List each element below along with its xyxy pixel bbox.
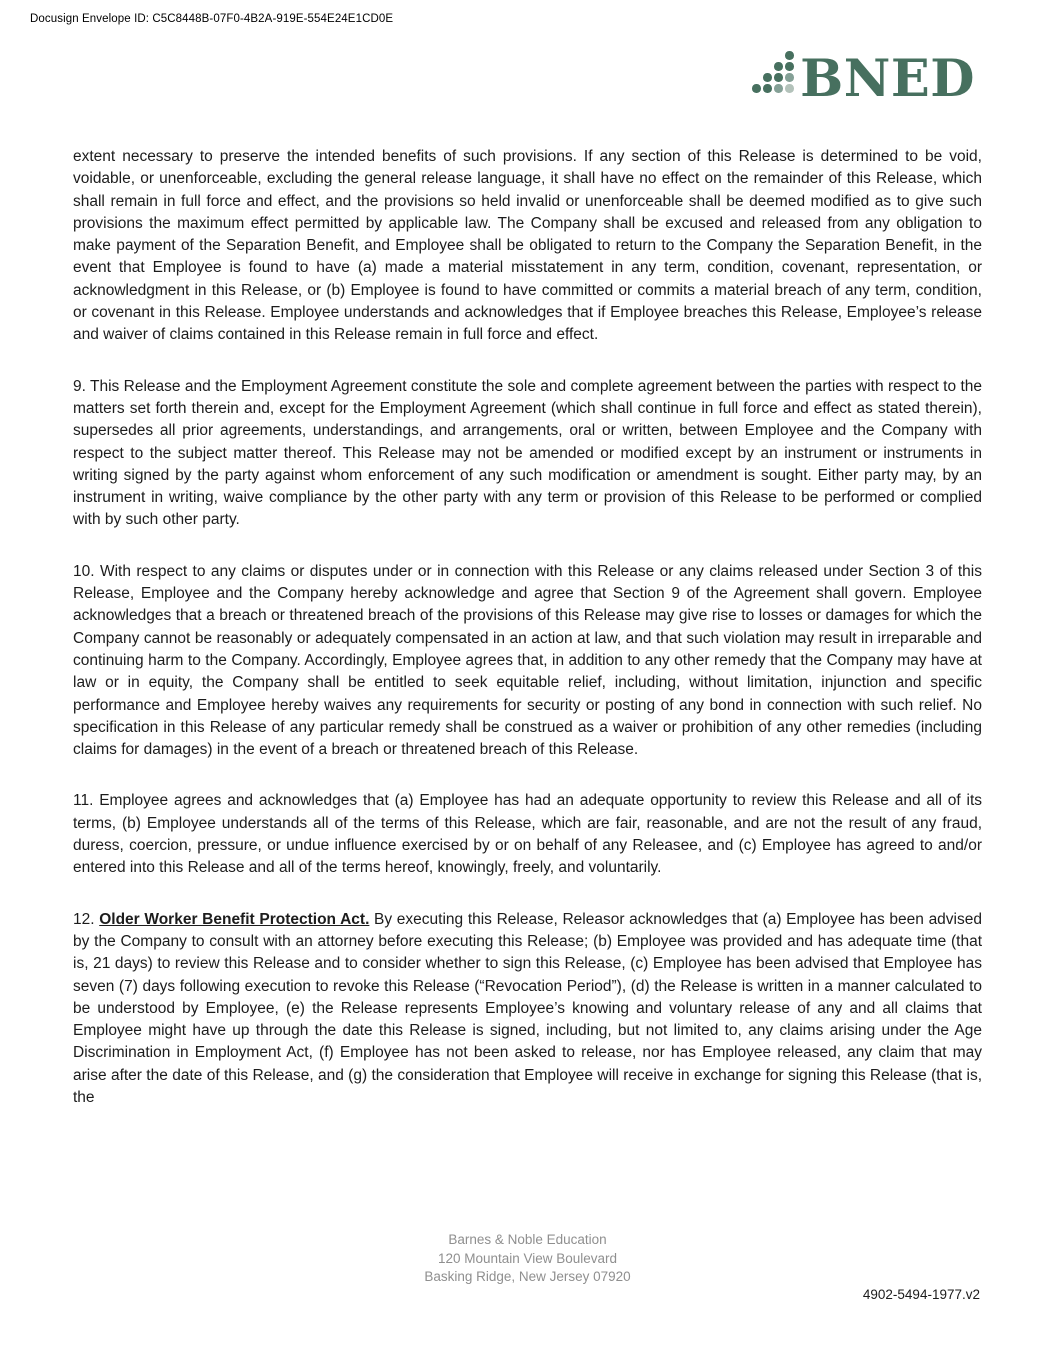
- paragraph-12-body: By executing this Release, Releasor acknowledges that (a) Employee has been advised by the Company to consult with an attorney before executing this Release; (b) Employee was provided and has adequate time (that is, 21 days) to review this Release and to consider whether to sign this Release, (c) Employee has been advised that Employee has seven (7) days following execution to revoke this Release (“Revocation Period”), (d) the Release is written in a manner calculated to be understood by Employee, (e) the Release represents Employee’s knowing and voluntary release of any and all claims that Employee might have up through the date this Release is signed, including, but not limited to, any claims arising under the Age Discrimination in Employment Act, (f) Employee has not been asked to release, nor has Employee released, any claim that may arise after the date of this Release, and (g) the consideration that Employee will receive in exchange for signing this Release (that is, the: [73, 910, 982, 1106]
- bned-logo: [751, 49, 975, 110]
- logo-dot-empty: [751, 61, 762, 72]
- paragraph-11: 11. Employee agrees and acknowledges that (a) Employee has had an adequate opportunity to review this Release and all of its terms, (b) Employee understands all of the terms of this Release, which are fair, reasonable, and are not the result of any fraud, duress, coercion, pressure, or undue influence exercised by or on behalf of any Releasee, and (c) Employee has agreed to and/or entered into this Release and all of the terms hereof, knowingly, freely, and voluntarily.: [73, 792, 982, 877]
- bned-logo-dots-icon: [751, 50, 795, 94]
- footer-address-block: [0, 1231, 1055, 1287]
- footer-company-name: Barnes & Noble Education: [448, 1232, 607, 1247]
- logo-dot: [784, 50, 795, 61]
- bned-logo-text: BNED: [800, 49, 975, 110]
- logo-dot: [762, 83, 773, 94]
- logo-dot: [784, 83, 795, 94]
- logo-dot-empty: [751, 72, 762, 83]
- paragraph-8-continuation: extent necessary to preserve the intended benefits of such provisions. If any section of this Release is determined to be void, voidable, or unenforceable, excluding the general release language, it shall have no effect on the remainder of this Release, which shall remain in full force and effect, and the provisions so held invalid or unenforceable shall be deemed modified as to give such provisions the maximum effect permitted by applicable law. The Company shall be excused and released from any obligation to make payment of the Separation Benefit, and Employee shall be obligated to return to the Company the Separation Benefit, in the event that Employee is found to have (a) made a material misstatement in any term, condition, covenant, representation, or acknowledgment in this Release, or (b) Employee is found to have committed or commits a material breach of any term, condition, or covenant in this Release. Employee understands and acknowledges that if Employee breaches this Release, Employee’s release and waiver of claims contained in this Release remain in full force and effect.: [73, 148, 982, 344]
- paragraph-12: [73, 909, 982, 1110]
- paragraph-10: 10. With respect to any claims or disputes under or in connection with this Release or any claims released under Section 3 of this Release, Employee and the Company hereby acknowledge and agree that Section 9 of the Agreement shall govern. Employee acknowledges that a breach or threatened breach of the provisions of this Release may give rise to losses or damages for which the Company cannot be reasonably or adequately compensated in an action at law, and that such violation may result in irreparable and continuing harm to the Company. Accordingly, Employee agrees that, in addition to any other remedy that the Company may have at law or in equity, the Company shall be entitled to seek equitable relief, including, without limitation, injunction and specific performance and Employee hereby waives any requirements for security or posting of any bond in connection with such relief. No specification in this Release of any particular remedy shall be construed as a waiver or prohibition of any other remedies (including claims for damages) in the event of a breach or threatened breach of this Release.: [73, 562, 982, 759]
- logo-dot-empty: [751, 50, 762, 61]
- paragraph-9: 9. This Release and the Employment Agreement constitute the sole and complete agreement between the parties with respect to the matters set forth therein and, except for the Employment Agreement (which shall continue in full force and effect as stated therein), supersedes all prior agreements, understandings, and arrangements, oral or written, between Employee and the Company with respect to the subject matter thereof. This Release may not be amended or modified except by an instrument or instruments in writing signed by the party against whom enforcement of any such modification or amendment is sought. Either party may, by an instrument in writing, waive compliance by the other party with any term or provision of this Release to be performed or complied with by such other party.: [73, 377, 982, 529]
- document-reference-number: 4902-5494-1977.v2: [862, 1287, 980, 1302]
- footer-address-line1: 120 Mountain View Boulevard: [437, 1250, 618, 1266]
- logo-dot: [773, 72, 784, 83]
- paragraph-12-heading: Older Worker Benefit Protection Act.: [99, 910, 370, 928]
- logo-dot: [751, 83, 762, 94]
- logo-dot: [773, 83, 784, 94]
- logo-dot-empty: [773, 50, 784, 61]
- logo-dot: [773, 61, 784, 72]
- logo-dot: [784, 61, 795, 72]
- logo-dot: [784, 72, 795, 83]
- logo-dot-empty: [762, 50, 773, 61]
- docusign-envelope-id: Docusign Envelope ID: C5C8448B-07F0-4B2A-919E-554E24E1CD0E: [30, 13, 394, 25]
- logo-dot: [762, 72, 773, 83]
- footer-address-line2: Basking Ridge, New Jersey 07920: [424, 1269, 631, 1285]
- paragraph-12-number: 12.: [73, 910, 100, 928]
- logo-dot-empty: [762, 61, 773, 72]
- document-body: [73, 146, 982, 1138]
